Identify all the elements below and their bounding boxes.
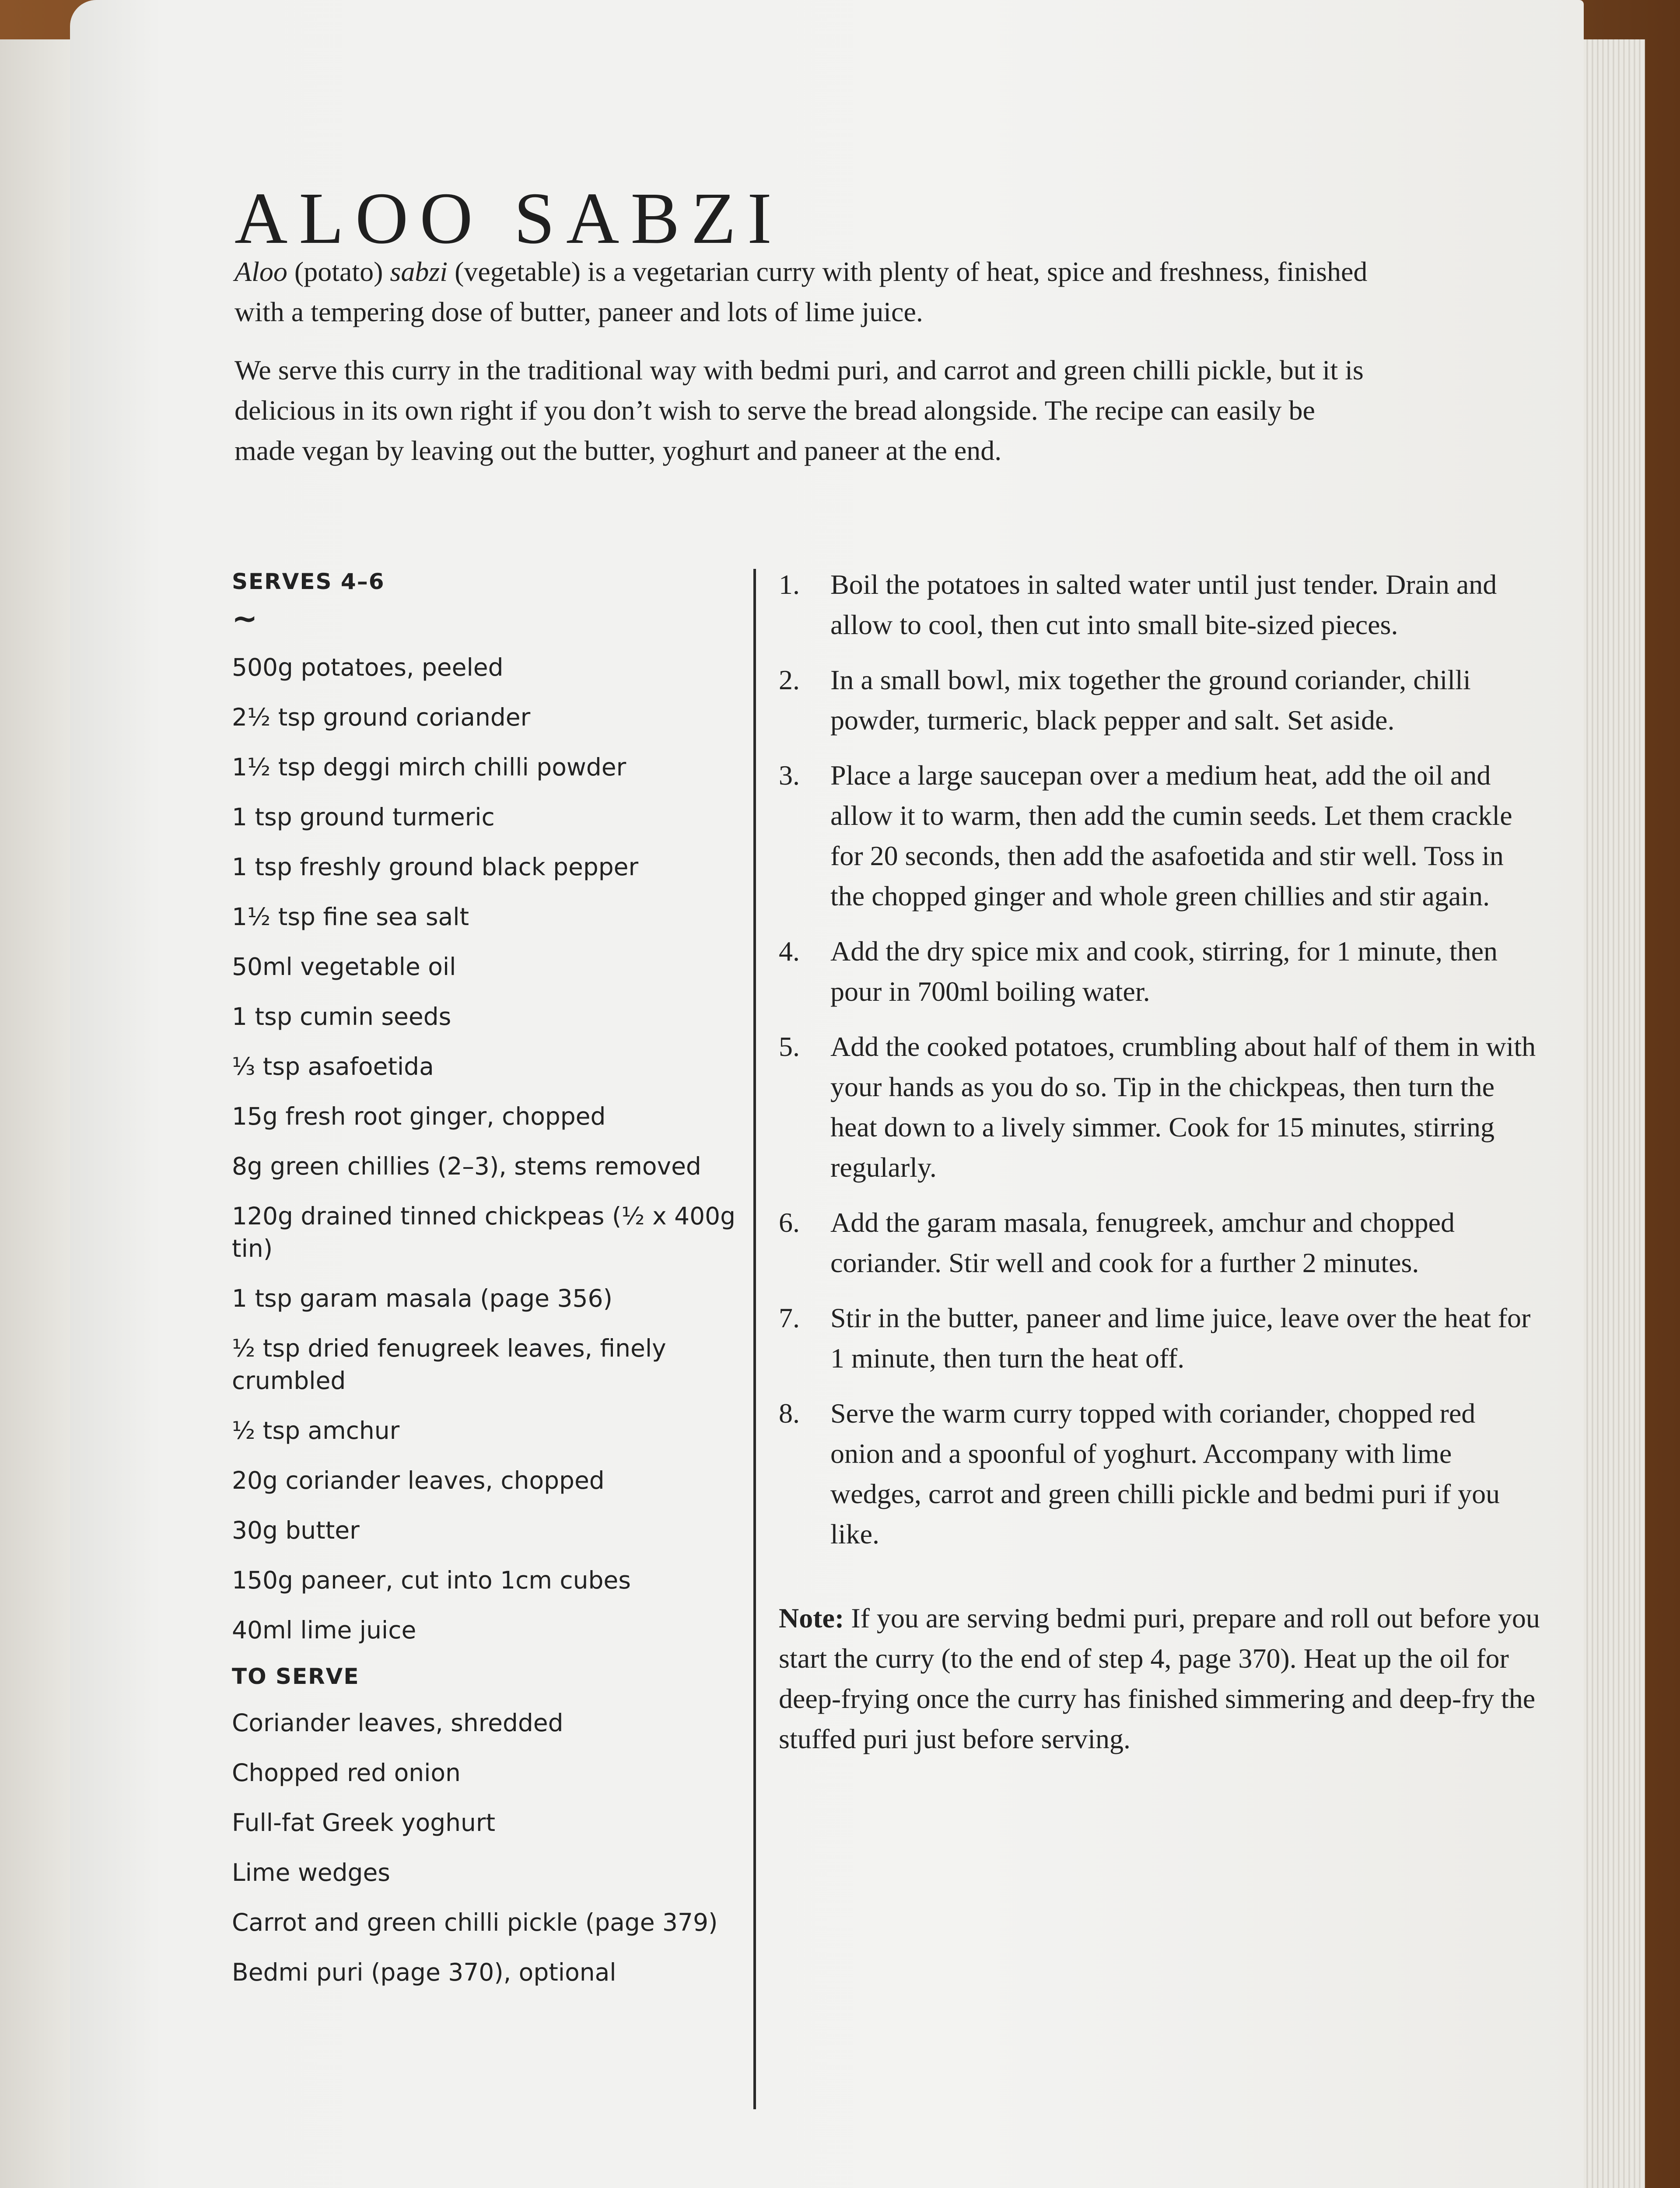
step-number: 1. [779,569,800,600]
recipe-page [70,0,1584,2188]
ingredient-item: 1 tsp ground turmeric [232,803,495,831]
ingredient-item: 2½ tsp ground coriander [232,703,531,731]
ingredient-item: ½ tsp amchur [232,1417,400,1445]
intro-text-2: We serve this curry in the traditional way with bedmi puri, and carrot and green chilli pickle, but it is delicious in its own right if you don’t wish to serve the bread alongside. The recipe can easily be made vegan by leaving out the butter, yoghurt and paneer at the end. [234,354,1364,466]
method-step [779,1298,1540,1378]
ingredient-item: 1 tsp garam masala (page 356) [232,1284,612,1312]
method-step [779,931,1540,1012]
method-column [779,565,1540,1787]
step-text: Place a large saucepan over a medium heat, add the oil and allow it to warm, then add the cumin seeds. Let them crackle for 20 seconds, then add the asafoetida and stir well. Toss in the chopped ginger and whole green chillies and stir again. [830,760,1512,912]
ingredient-item: ½ tsp dried fenugreek leaves, finely crumbled [232,1334,666,1395]
to-serve-item: Coriander leaves, shredded [232,1709,564,1737]
to-serve-heading: TO SERVE [232,1664,360,1689]
ingredient-item: 500g potatoes, peeled [232,653,504,681]
intro-paragraph-1 [234,252,1372,332]
ingredient-item: 120g drained tinned chickpeas (½ x 400g tin) [232,1202,735,1262]
ingredient-item: 15g fresh root ginger, chopped [232,1102,606,1130]
note-text: If you are serving bedmi puri, prepare and roll out before you start the curry (to the end of step 4, page 370). Heat up the oil for deep-frying once the curry has finished simmering and deep-fry the stuffed puri just before serving. [779,1602,1540,1754]
step-text: Add the dry spice mix and cook, stirring, for 1 minute, then pour in 700ml boiling water. [830,936,1498,1007]
to-serve-item: Full-fat Greek yoghurt [232,1809,496,1837]
step-number: 6. [779,1207,800,1238]
ingredient-item: ⅓ tsp asafoetida [232,1052,434,1080]
to-serve-item: Carrot and green chilli pickle (page 379) [232,1908,718,1936]
ingredient-item: 1 tsp freshly ground black pepper [232,853,639,881]
to-serve-list [232,1707,748,1988]
intro-aloo: Aloo [234,256,287,287]
ingredients-column [232,569,748,2006]
ingredient-item: 1 tsp cumin seeds [232,1003,452,1031]
step-text: Add the cooked potatoes, crumbling about half of them in with your hands as you do so. Tip in the chickpeas, then turn the heat down to a lively simmer. Cook for 15 minutes, stirring regularly. [830,1031,1536,1183]
method-step [779,660,1540,740]
intro-paragraph-2 [234,350,1372,471]
ingredient-item: 30g butter [232,1516,360,1544]
step-text: Add the garam masala, fenugreek, amchur and chopped coriander. Stir well and cook for a further 2 minutes. [830,1207,1455,1278]
column-divider [753,569,756,2109]
recipe-title: ALOO SABZI [234,177,783,259]
step-text: Boil the potatoes in salted water until just tender. Drain and allow to cool, then cut into small bite-sized pieces. [830,569,1497,640]
step-text: Serve the warm curry topped with coriander, chopped red onion and a spoonful of yoghurt. Accompany with lime wedges, carrot and green chilli pickle and bedmi puri if you like. [830,1398,1500,1550]
ingredient-item: 40ml lime juice [232,1616,416,1644]
ingredient-item: 150g paneer, cut into 1cm cubes [232,1566,631,1594]
ingredient-item: 1½ tsp fine sea salt [232,903,469,931]
ingredient-list [232,651,748,1646]
step-number: 7. [779,1302,800,1333]
step-number: 3. [779,760,800,791]
intro-text-a: (potato) [287,256,390,287]
ingredient-item: 20g coriander leaves, chopped [232,1466,605,1494]
method-step [779,1393,1540,1554]
to-serve-item: Bedmi puri (page 370), optional [232,1958,616,1986]
to-serve-item: Chopped red onion [232,1759,461,1787]
ingredient-item: 8g green chillies (2–3), stems removed [232,1152,701,1180]
step-number: 8. [779,1398,800,1429]
method-step [779,565,1540,645]
tilde-divider: ~ [232,600,258,636]
ingredient-item: 1½ tsp deggi mirch chilli powder [232,753,626,781]
step-number: 4. [779,936,800,967]
note-paragraph [779,1598,1540,1759]
intro-sabzi: sabzi [390,256,448,287]
serves-heading: SERVES 4–6 [232,569,385,594]
note-label: Note: [779,1602,844,1634]
step-text: In a small bowl, mix together the ground coriander, chilli powder, turmeric, black pepper and salt. Set aside. [830,664,1471,736]
step-number: 5. [779,1031,800,1062]
ingredient-item: 50ml vegetable oil [232,953,456,981]
step-text: Stir in the butter, paneer and lime juice, leave over the heat for 1 minute, then turn the heat off. [830,1302,1531,1374]
intro-text-b: (vegetable) is a vegetarian curry with plenty of heat, spice and freshness, finished with a tempering dose of butter, paneer and lots of lime juice. [234,256,1368,327]
method-step [779,1027,1540,1188]
step-number: 2. [779,664,800,695]
method-steps [779,565,1540,1554]
to-serve-item: Lime wedges [232,1858,390,1886]
method-step [779,1203,1540,1283]
method-step [779,755,1540,916]
